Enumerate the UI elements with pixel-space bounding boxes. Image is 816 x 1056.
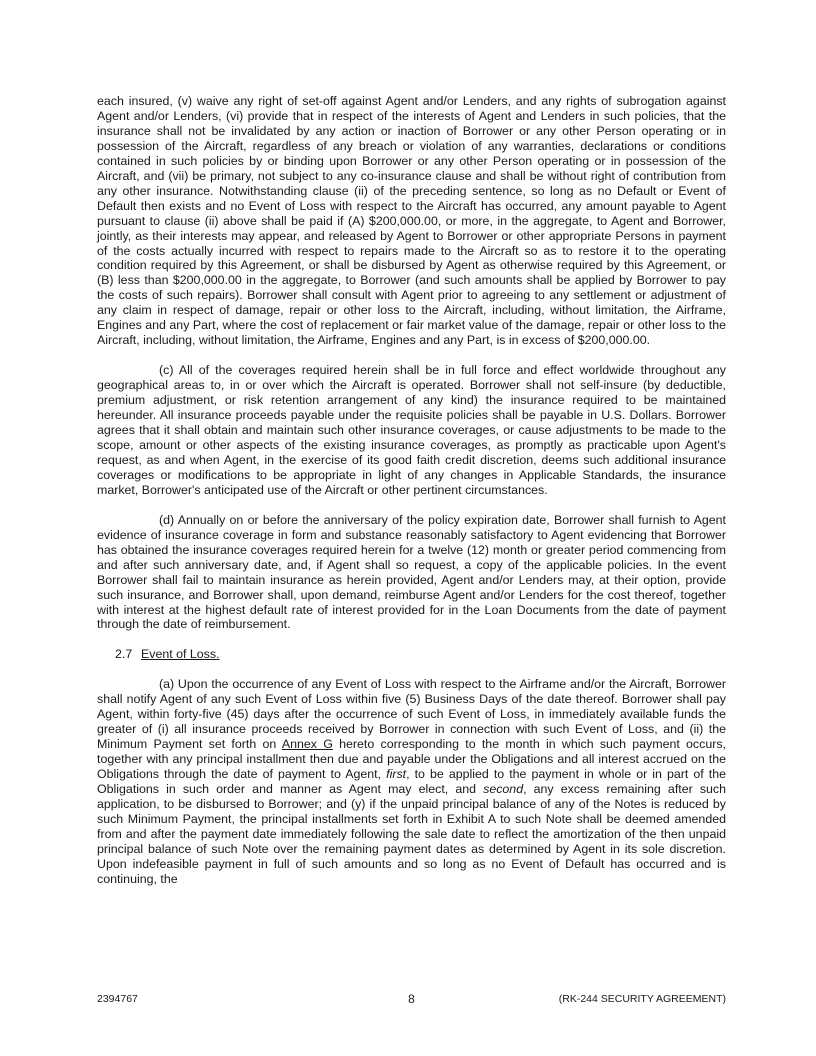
document-body xyxy=(97,94,726,902)
text-run: , any excess remaining after such application, to be disbursed to Borrower; and (y) if the unpaid principal balance of any of the Notes is reduced by such Minimum Payment, the principal installments set forth in Exhibit A to such Note shall be deemed amended from and after the payment date immediately following the sale date to reflect the amortization of the then unpaid principal balance of such Note over the remaining payment dates as determined by Agent in its sole discretion. Upon indefeasible payment in full of such amounts and so long as no Event of Default has occurred and is continuing, the xyxy=(97,782,727,886)
paragraph-c-coverages: (c) All of the coverages required herein shall be in full force and effect worldwide throughout any geographical areas to, in or over which the Aircraft is operated. Borrower shall not self-insure (by deductible, premium adjustment, or risk retention arrangement of any kind) the insurance required to be maintained hereunder. All insurance proceeds payable under the requisite policies shall be payable in U.S. Dollars. Borrower agrees that it shall obtain and maintain such other insurance coverages, or cause adjustments to be made to the scope, amount or other aspects of the existing insurance coverages, as promptly as practicable upon Agent's request, as and when Agent, in the exercise of its good faith credit discretion, deems such additional insurance coverages or modifications to be appropriate in light of any changes in Applicable Standards, the insurance market, Borrower's anticipated use of the Aircraft or other pertinent circumstances. xyxy=(97,363,726,497)
paragraph-insurance-continued: each insured, (v) waive any right of set-off against Agent and/or Lenders, and any rights of subrogation against Agent and/or Lenders, (vi) provide that in respect of the interests of Agent and Lenders in such policies, that the insurance shall not be invalidated by any action or inaction of Borrower or any other Person operating or in possession of the Aircraft, regardless of any breach or violation of any warranties, declarations or conditions contained in such policies by or binding upon Borrower or any other Person operating or in possession of the Aircraft, and (vii) be primary, not subject to any co-insurance clause and shall be without right of contribution from any other insurance. Notwithstanding clause (ii) of the preceding sentence, so long as no Default or Event of Default then exists and no Event of Loss with respect to the Aircraft has occurred, any amount payable to Agent pursuant to clause (ii) above shall be paid if (A) $200,000.00, or more, in the aggregate, to Agent and Borrower, jointly, as their interests may appear, and released by Agent to Borrower or other appropriate Persons in payment of the costs actually incurred with respect to repairs made to the Aircraft so as to restore it to the operating condition required by this Agreement, or shall be disbursed by Agent as otherwise required by this Agreement, or (B) less than $200,000.00 in the aggregate, to Borrower (and such amounts shall be applied by Borrower to pay the costs of such repairs). Borrower shall consult with Agent prior to agreeing to any settlement or adjustment of any claim in respect of damage, repair or other loss to the Aircraft, including, without limitation, the Airframe, Engines and any Part, where the cost of replacement or fair market value of the damage, repair or other loss to the Aircraft, including, without limitation, the Airframe, Engines and any Part, is in excess of $200,000.00. xyxy=(97,94,726,348)
emphasis-first: first xyxy=(386,767,407,782)
section-heading xyxy=(115,647,726,662)
page-number: 8 xyxy=(408,992,415,1006)
document-number: 2394767 xyxy=(97,993,138,1005)
text-run: , to be applied to the payment in whole or in part of the Obligations in such order and manner as Agent may elect, and xyxy=(97,767,726,797)
paragraph-d-evidence-of-insurance: (d) Annually on or before the anniversary of the policy expiration date, Borrower shall furnish to Agent evidence of insurance coverage in form and substance reasonably satisfactory to Agent evidencing that Borrower has obtained the insurance coverages required herein for a twelve (12) month or greater period commencing from and after such anniversary date, and, if Agent shall so request, a copy of the applicable policies. In the event Borrower shall fail to maintain insurance as herein provided, Agent and/or Lenders may, at their option, provide such insurance, and Borrower shall, upon demand, reimburse Agent and/or Lenders for the cost thereof, together with interest at the highest default rate of interest provided for in the Loan Documents from the date of payment through the date of reimbursement. xyxy=(97,512,726,632)
text-run: hereto corresponding to the month in which such payment occurs, together with any principal installment then due and payable under the Obligations and all interest accrued on the Obligations through the date of payment to Agent, xyxy=(97,737,726,782)
page-footer xyxy=(97,993,726,1007)
text-run: (a) Upon the occurrence of any Event of Loss with respect to the Airframe and/or the Aircraft, Borrower shall notify Agent of any such Event of Loss within five (5) Business Days of the date thereof. Borrower shall pay Agent, within forty-five (45) days after the occurrence of such Event of Loss, in immediately available funds the greater of (i) all insurance proceeds received by Borrower in connection with such Event of Loss, and (ii) the Minimum Payment set forth on xyxy=(97,677,726,752)
section-number: 2.7 xyxy=(115,647,133,662)
annex-g-reference: Annex G xyxy=(281,737,333,752)
paragraph-a-event-of-loss xyxy=(97,677,726,886)
document-title: (RK-244 SECURITY AGREEMENT) xyxy=(558,993,726,1005)
emphasis-second: second xyxy=(483,782,524,797)
section-title: Event of Loss. xyxy=(141,647,220,662)
